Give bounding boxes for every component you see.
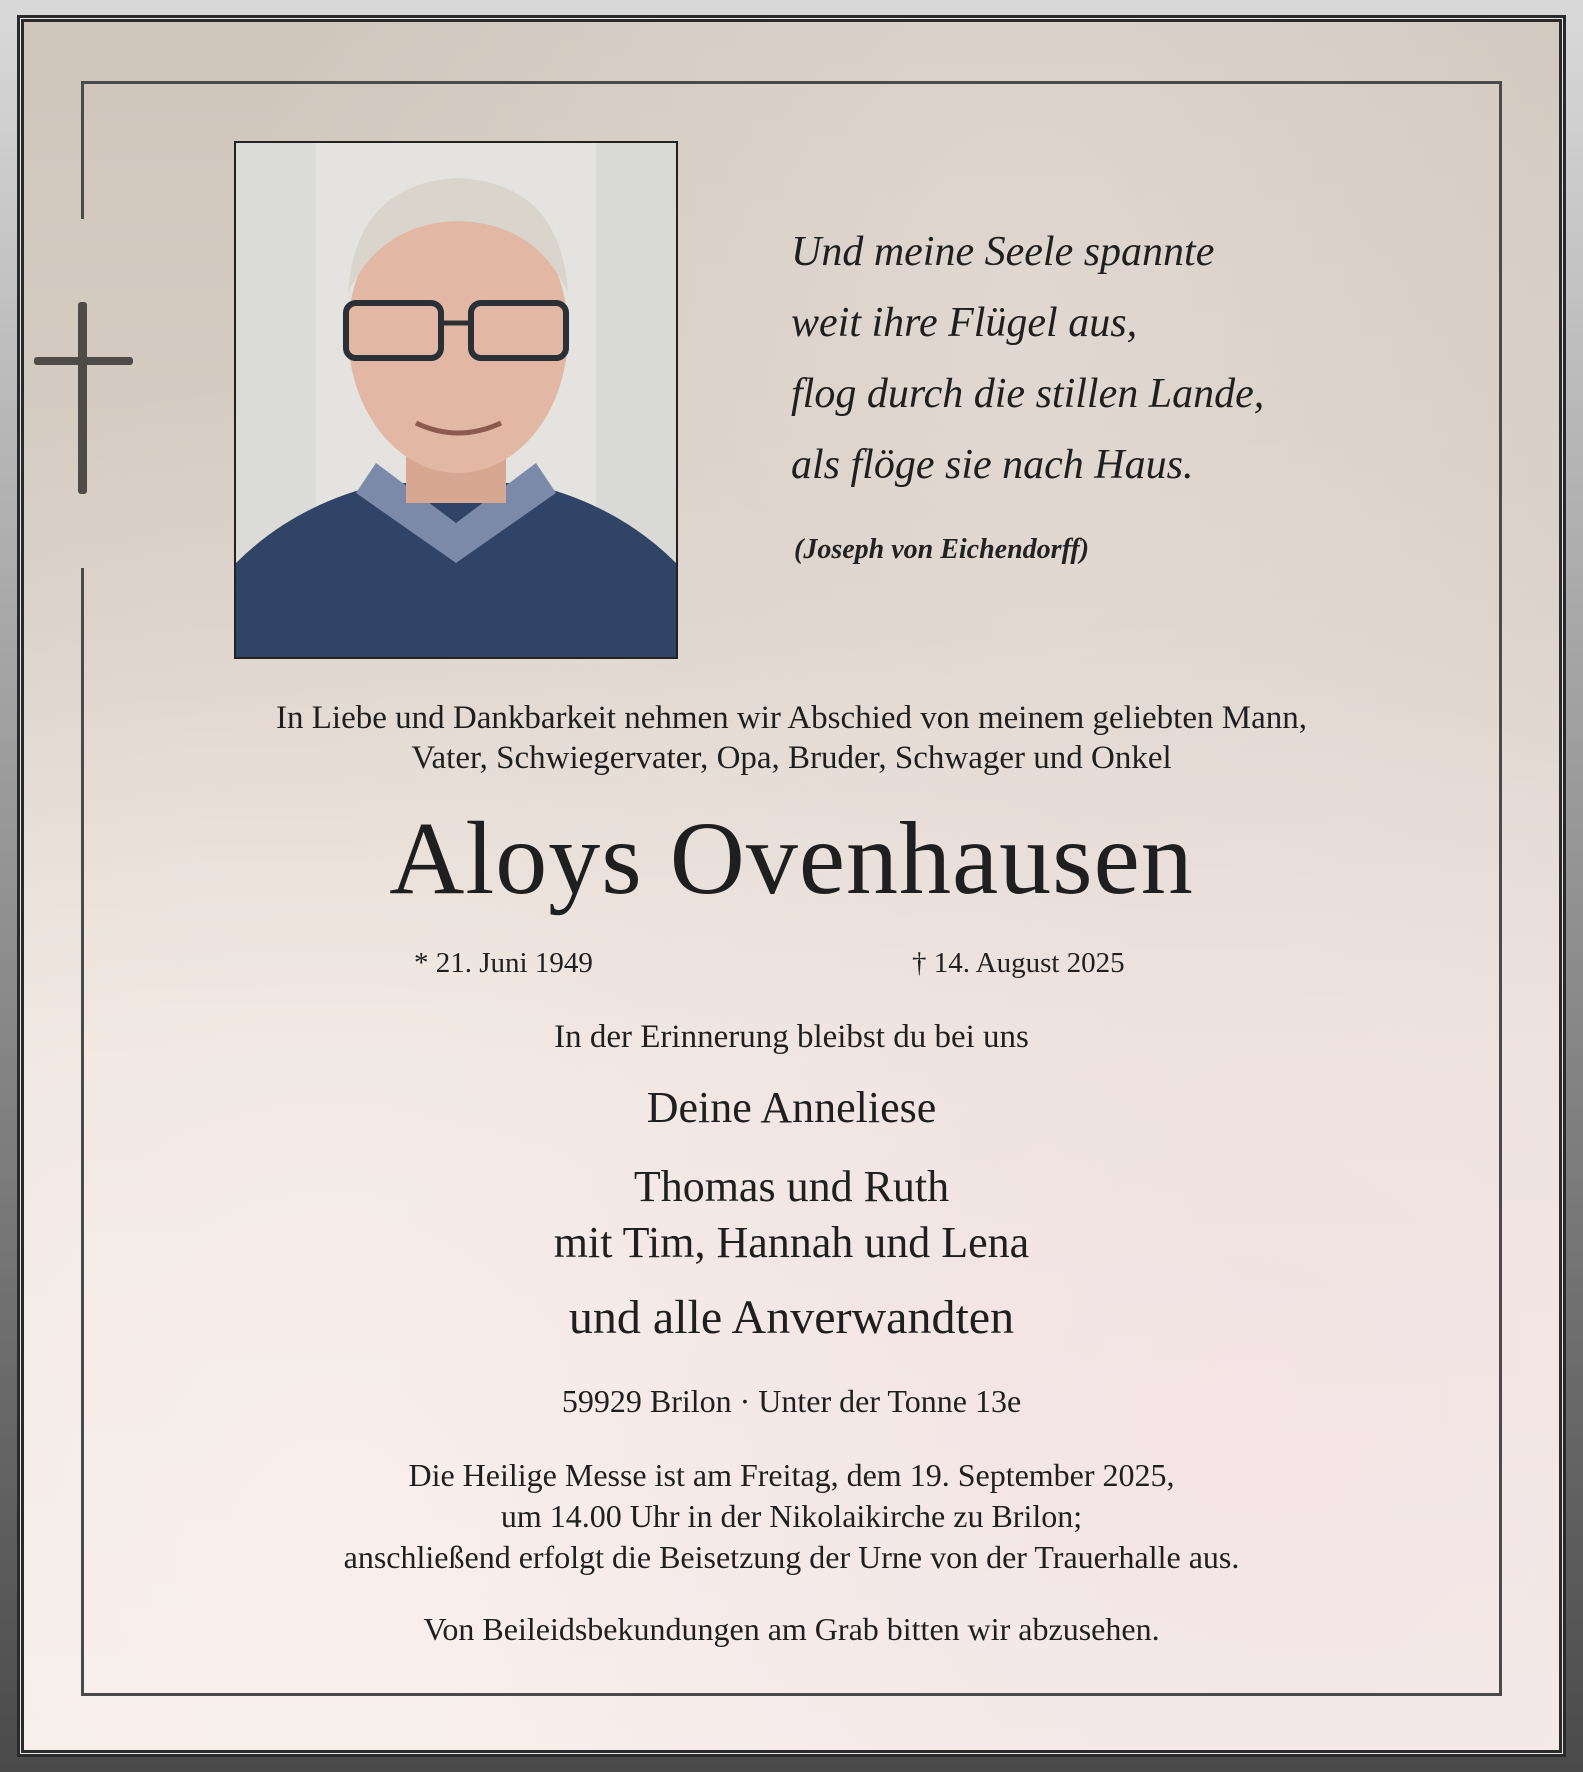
family-relatives: und alle Anverwandten (568, 1291, 1015, 1344)
birth-date: * 21. Juni 1949 (414, 947, 593, 979)
quote-line: flog durch die stillen Lande, (791, 371, 1265, 417)
death-date: † 14. August 2025 (912, 947, 1125, 979)
family-wife: Deine Anneliese (646, 1083, 937, 1132)
service-info (24, 1455, 1559, 1578)
service-line: um 14.00 Uhr in der Nikolaikirche zu Brilon; (500, 1498, 1083, 1534)
frame-left-upper (81, 81, 84, 219)
obituary-card (24, 22, 1559, 1750)
service-line: anschließend erfolgt die Beisetzung der Urne von der Trauerhalle aus. (343, 1539, 1240, 1575)
family-children (24, 1159, 1559, 1271)
intro-line: In Liebe und Dankbarkeit nehmen wir Abschied von meinem geliebten Mann, (276, 700, 1307, 736)
quote-line: als flöge sie nach Haus. (791, 442, 1194, 488)
quote-block (791, 217, 1431, 501)
family-children-line: mit Tim, Hannah und Lena (553, 1218, 1030, 1267)
intro-text (24, 698, 1559, 778)
service-line: Die Heilige Messe ist am Freitag, dem 19. September 2025, (408, 1457, 1175, 1493)
closing-note: Von Beileidsbekundungen am Grab bitten wir abzusehen. (423, 1611, 1160, 1647)
quote-line: weit ihre Flügel aus, (791, 300, 1138, 346)
family-children-line: Thomas und Ruth (633, 1162, 950, 1211)
memory-line: In der Erinnerung bleibst du bei uns (554, 1019, 1029, 1055)
address: 59929 Brilon · Unter der Tonne 13e (561, 1383, 1022, 1419)
deceased-name: Aloys Ovenhausen (389, 801, 1194, 916)
quote-line: Und meine Seele spannte (791, 229, 1215, 275)
quote-author: (Joseph von Eichendorff) (794, 534, 1090, 565)
intro-line: Vater, Schwiegervater, Opa, Bruder, Schwager und Onkel (411, 740, 1172, 776)
portrait-photo (234, 141, 678, 659)
